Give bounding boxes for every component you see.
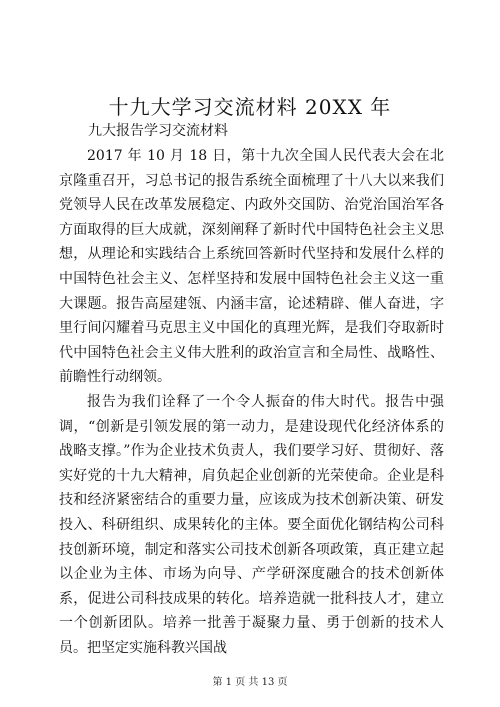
paragraph: 2017 年 10 月 18 日，第十九次全国人民代表大会在北京隆重召开，习总书记的报告系统全面梳理了十八大以来我们党领导人民在改革发展稳定、内政外交国防、治党治国治军各方面取得的巨大成就，深刻阐释了新时代中国特色社会主义思想，从理论和实践结合上系统回答新时代坚持和发展什么样的中国特色社会主义、怎样坚持和发展中国特色社会主义这一重大课题。报告高屋建瓴、内涵丰富，论述精辟、催人奋进，字里行间闪耀着马克思主义中国化的真理光辉，是我们夺取新时代中国特色社会主义伟大胜利的政治宣言和全局性、战略性、前瞻性行动纲领。 (59, 148, 444, 386)
page-footer: 第 1 页 共 13 页 (212, 677, 288, 688)
paragraph: 报告为我们诠释了一个令人振奋的伟大时代。报告中强调，“创新是引领发展的第一动力，是建设现代化经济体系的战略支撑。”作为企业技术负责人，我们要学习好、贯彻好、落实好党的十九大精神，肩负起企业创新的光荣使命。企业是科技和经济紧密结合的重要力量，应该成为技术创新决策、研发投入、科研组织、成果转化的主体。要全面优化钢结构公司科技创新环境，制定和落实公司技术创新各项政策，真正建立起以企业为主体、市场为向导、产学研深度融合的技术创新体系，促进公司科技成果的转化。培养造就一批科技人才，建立一个创新团队。培养一批善于凝聚力量、勇于创新的技术人员。把坚定实施科教兴国战 (59, 393, 444, 656)
document-title: 十九大学习交流材料 20XX 年 (108, 95, 392, 119)
document-body (59, 144, 444, 660)
document-subtitle: 九大报告学习交流材料 (88, 123, 228, 139)
